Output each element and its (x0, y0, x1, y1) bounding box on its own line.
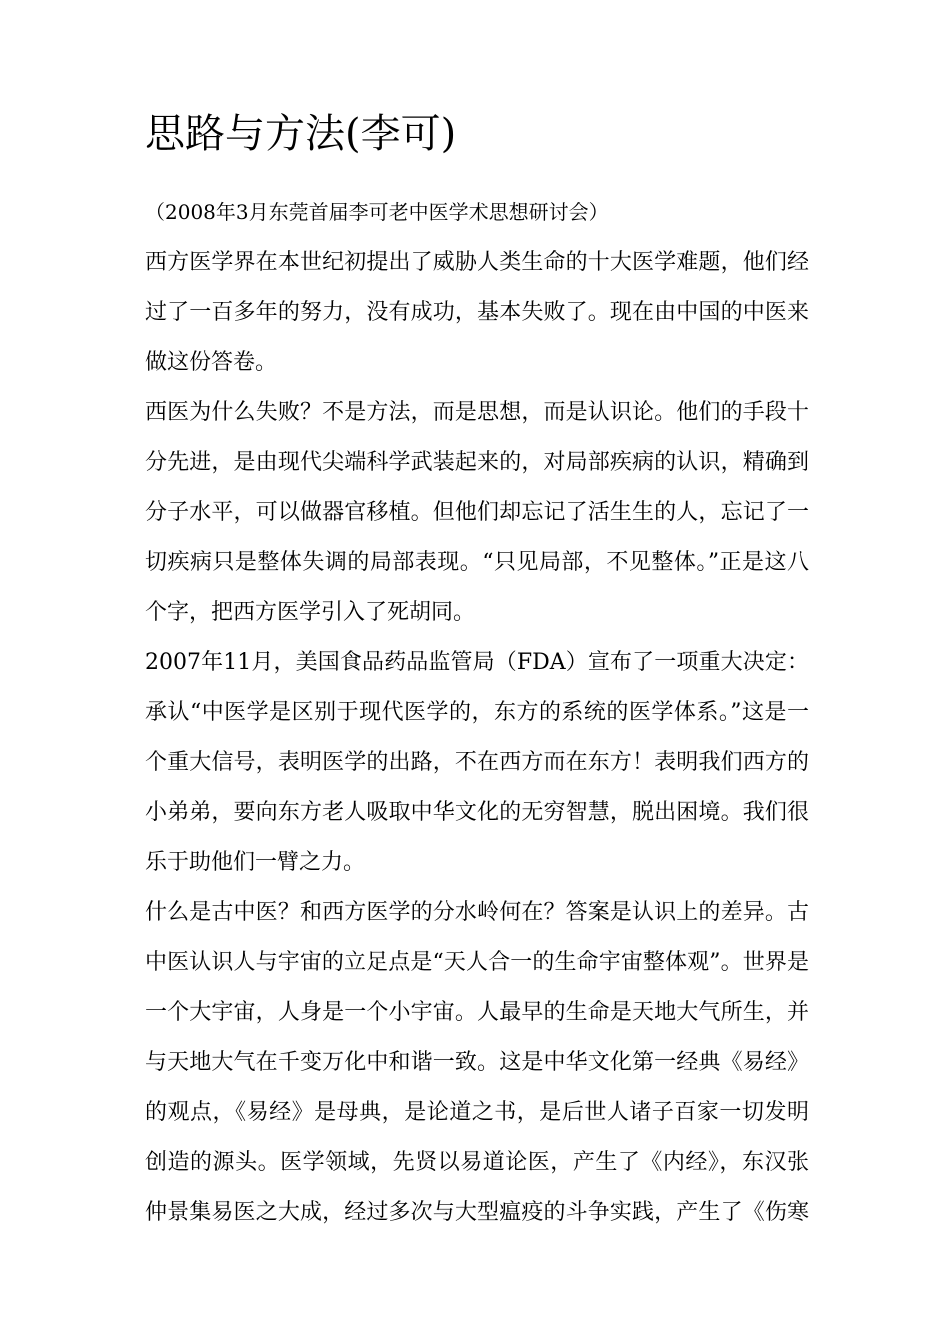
body-line: 仲景集易医之大成，经过多次与大型瘟疫的斗争实践，产生了《伤寒 (145, 1200, 809, 1225)
document-subtitle: （2008年3月东莞首届李可老中医学术思想研讨会） (145, 200, 609, 224)
body-line: 乐于助他们一臂之力。 (145, 850, 366, 875)
body-line: 与天地大气在千变万化中和谐一致。这是中华文化第一经典《易经》 (145, 1050, 809, 1075)
body-line: 2007年11月，美国食品药品监管局（FDA）宣布了一项重大决定： (145, 650, 809, 675)
body-line: 西方医学界在本世纪初提出了威胁人类生命的十大医学难题，他们经 (145, 250, 809, 275)
body-line: 个重大信号，表明医学的出路，不在西方而在东方！表明我们西方的 (145, 750, 809, 775)
body-line: 西医为什么失败？不是方法，而是思想，而是认识论。他们的手段十 (145, 400, 809, 425)
body-line: 分子水平，可以做器官移植。但他们却忘记了活生生的人，忘记了一 (145, 500, 809, 525)
body-line: 分先进，是由现代尖端科学武装起来的，对局部疾病的认识，精确到 (145, 450, 809, 475)
body-line: 创造的源头。医学领域，先贤以易道论医，产生了《内经》，东汉张 (145, 1150, 809, 1175)
body-line: 什么是古中医？和西方医学的分水岭何在？答案是认识上的差异。古 (145, 900, 809, 925)
body-line: 一个大宇宙，人身是一个小宇宙。人最早的生命是天地大气所生，并 (145, 1000, 809, 1025)
body-line: 的观点，《易经》是母典，是论道之书，是后世人诸子百家一切发明 (145, 1100, 809, 1125)
body-line: 个字，把西方医学引入了死胡同。 (145, 600, 476, 625)
body-line: 小弟弟，要向东方老人吸取中华文化的无穷智慧，脱出困境。我们很 (145, 800, 809, 825)
body-line: 中医认识人与宇宙的立足点是“天人合一的生命宇宙整体观”。世界是 (145, 950, 809, 975)
document-body (145, 238, 809, 1238)
body-line: 做这份答卷。 (145, 350, 278, 375)
body-line: 切疾病只是整体失调的局部表现。“只见局部，不见整体。”正是这八 (145, 550, 809, 575)
body-line: 承认“中医学是区别于现代医学的，东方的系统的医学体系。”这是一 (145, 700, 809, 725)
document-title: 思路与方法(李可) (145, 111, 457, 157)
body-line: 过了一百多年的努力，没有成功，基本失败了。现在由中国的中医来 (145, 300, 809, 325)
